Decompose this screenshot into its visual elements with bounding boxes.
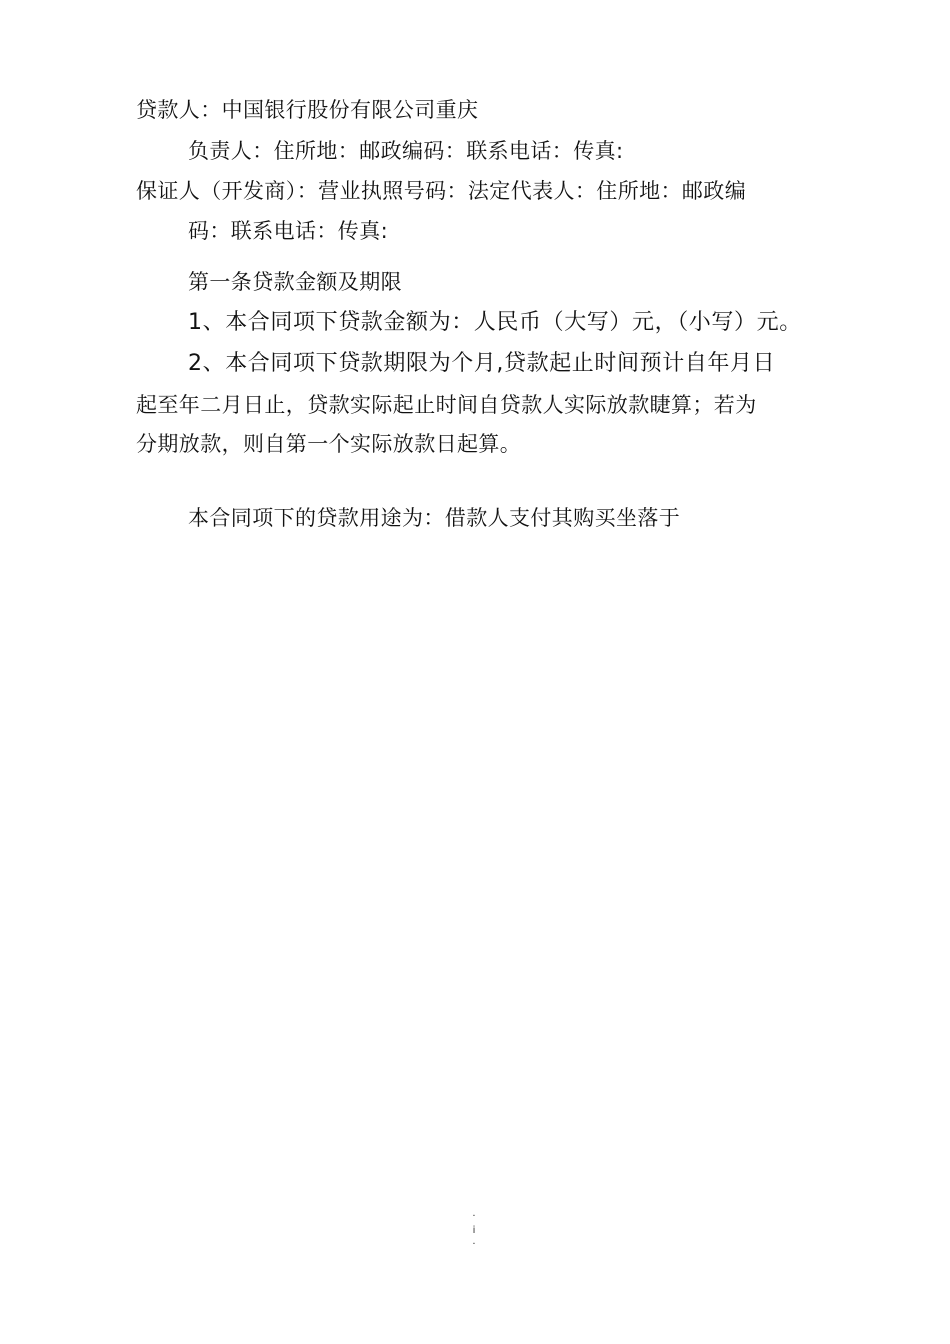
loan-purpose-line: 本合同项下的贷款用途为：借款人支付其购买坐落于 (188, 506, 681, 530)
responsible-person-line: 负责人：住所地：邮政编码：联系电话：传真: (188, 139, 624, 163)
clause-term-line: 2、本合同项下贷款期限为个月,贷款起止时间预计自年月日 (188, 351, 776, 376)
clause-term-continued-line: 起至年二月日止，贷款实际起止时间自贷款人实际放款睫算；若为 (136, 393, 757, 417)
guarantor-contact-line: 码：联系电话：传真: (188, 219, 389, 243)
lender-line: 贷款人：中国银行股份有限公司重庆 (136, 98, 479, 122)
article-one-heading: 第一条贷款金额及期限 (188, 270, 402, 294)
footer-page-mark: i (472, 1225, 476, 1236)
clause-amount-line: 1、本合同项下贷款金额为：人民币（大写）元，（小写）元。 (188, 310, 802, 335)
installment-line: 分期放款，则自第一个实际放款日起算。 (136, 432, 522, 456)
footer-bottom-dot: · (472, 1239, 476, 1250)
guarantor-line: 保证人（开发商）：营业执照号码：法定代表人：住所地：邮政编 (136, 179, 747, 203)
footer-top-dot: · (472, 1211, 476, 1222)
page-number-mark (470, 1210, 478, 1252)
